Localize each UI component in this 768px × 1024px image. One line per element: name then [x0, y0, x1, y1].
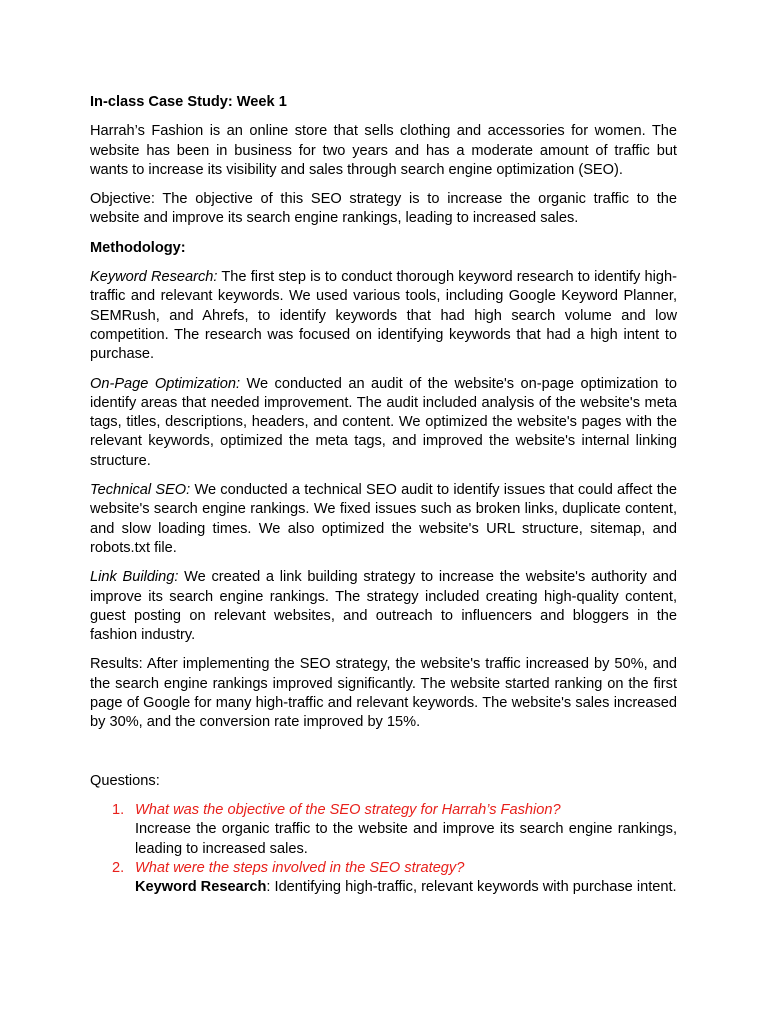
method-lead: Technical SEO:	[90, 482, 191, 499]
method-lead: Link Building:	[90, 569, 179, 586]
method-text: We conducted an audit of the website's on-page optimization to identify areas that needed improvement. The audit included analysis of the website's meta tags, titles, descriptions, headers, and content. We optimized the website's pages with the relevant keywords, optimized the meta tags, and improved the website's internal linking structure.	[90, 375, 677, 469]
answer-bold-lead: Keyword Research	[135, 879, 267, 896]
method-keyword-research	[90, 268, 677, 364]
method-link-building	[90, 568, 677, 645]
question-item	[90, 801, 677, 859]
document-page	[90, 93, 677, 897]
question-number: 2.	[112, 859, 125, 876]
method-text: We conducted a technical SEO audit to identify issues that could affect the website's search engine rankings. We fixed issues such as broken links, duplicate content, and slow loading times. We also optimized the website's URL structure, sitemap, and robots.txt file.	[90, 482, 677, 556]
questions-label: Questions:	[90, 772, 160, 789]
question-text: What was the objective of the SEO strategy for Harrah’s Fashion?	[135, 801, 561, 818]
method-on-page-optimization	[90, 375, 677, 471]
intro-paragraph: Harrah’s Fashion is an online store that sells clothing and accessories for women. The website has been in business for two years and has a moderate amount of traffic but wants to increase its visibility and sales through search engine optimization (SEO).	[90, 123, 677, 178]
method-lead: Keyword Research:	[90, 269, 218, 286]
results-paragraph: Results: After implementing the SEO strategy, the website's traffic increased by 50%, and the search engine rankings improved significantly. The website started ranking on the first page of Google for many high-traffic and relevant keywords. The website's sales increased by 30%, and the conversion rate improved by 15%.	[90, 656, 677, 731]
method-lead: On-Page Optimization:	[90, 375, 241, 392]
methodology-heading: Methodology:	[90, 239, 186, 256]
answer-text	[135, 878, 677, 897]
question-item	[90, 859, 677, 898]
document-title: In-class Case Study: Week 1	[90, 94, 287, 110]
question-text: What were the steps involved in the SEO strategy?	[135, 859, 465, 876]
objective-paragraph: Objective: The objective of this SEO strategy is to increase the organic traffic to the website and improve its search engine rankings, leading to increased sales.	[90, 191, 677, 227]
method-text: The first step is to conduct thorough keyword research to identify high-traffic and relevant keywords. We used various tools, including Google Keyword Planner, SEMRush, and Ahrefs, to identify keywords that had high search volume and low competition. The research was focused on identifying keywords that had a high intent to purchase.	[90, 269, 677, 363]
answer-text: Increase the organic traffic to the website and improve its search engine rankings, leading to increased sales.	[135, 821, 677, 857]
method-text: We created a link building strategy to increase the website's authority and improve its search engine rankings. The strategy included creating high-quality content, guest posting on relevant websites, and outreach to influencers and bloggers in the fashion industry.	[90, 569, 678, 644]
method-technical-seo	[90, 481, 677, 558]
answer-rest: : Identifying high-traffic, relevant keywords with purchase intent.	[266, 879, 677, 896]
questions-list	[90, 801, 677, 897]
question-number: 1.	[112, 801, 125, 818]
